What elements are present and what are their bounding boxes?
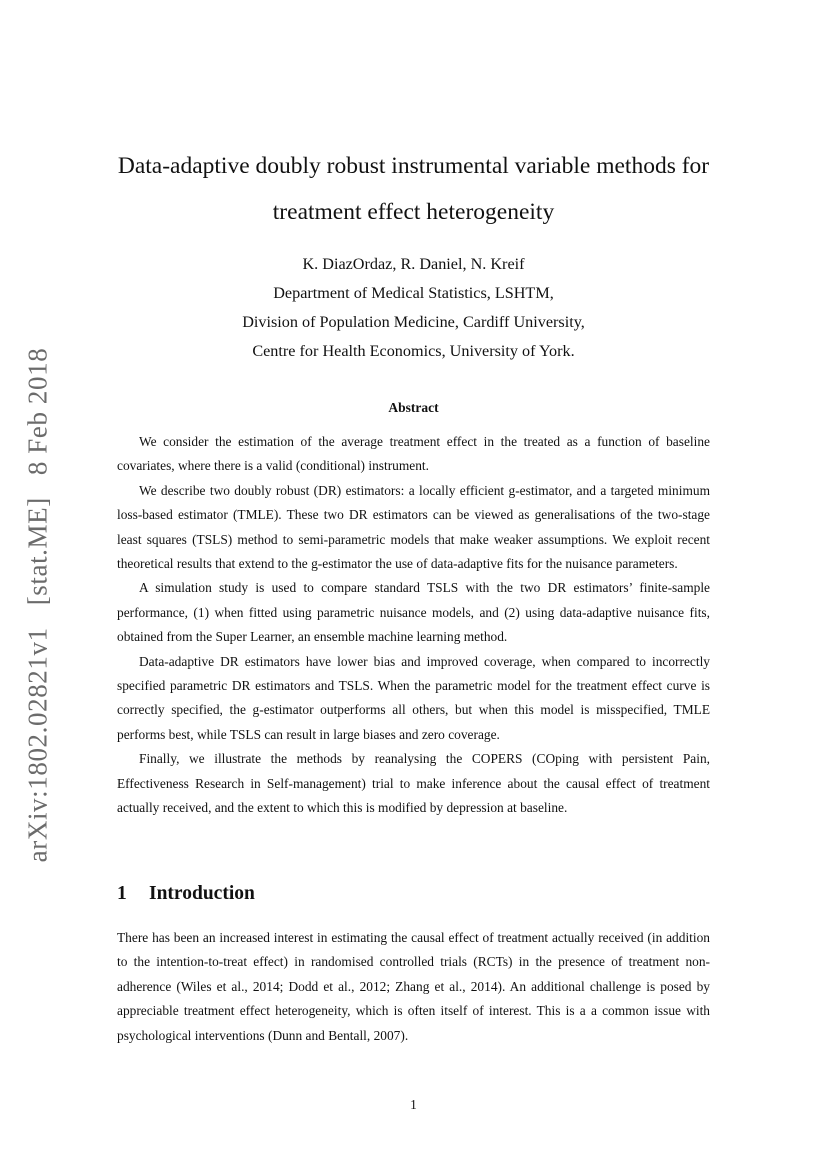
author-block (120, 250, 707, 366)
page-number: 1 (410, 1097, 417, 1112)
abstract-paragraph: We describe two doubly robust (DR) estimators: a locally efficient g-estimator, and a targeted minimum loss-based estimator (TMLE). These two DR estimators can be viewed as generalisations of the two-stage least squares (TSLS) method to semi-parametric models that make weaker assumptions. We exploit recent theoretical results that extend to the g-estimator the use of data-adaptive fits for the nuisance parameters. (117, 482, 710, 572)
section-number: 1 (117, 883, 127, 904)
title-line-2: treatment effect heterogeneity (272, 199, 555, 225)
abstract-heading: Abstract (388, 400, 439, 415)
arxiv-identifier-stamp (23, 348, 54, 863)
abstract-paragraph: Finally, we illustrate the methods by reanalysing the COPERS (COping with persistent Pain, Effectiveness Research in Self-management) trial to make inference about the causal effect of treatment actually received, and the extent to which this is modified by depression at baseline. (117, 751, 710, 816)
affiliation-2: Division of Population Medicine, Cardiff University, (242, 313, 585, 331)
affiliation-1: Department of Medical Statistics, LSHTM, (273, 284, 554, 302)
arxiv-id: arXiv:1802.02821v1 (22, 627, 53, 863)
title-line-1: Data-adaptive doubly robust instrumental variable methods for (117, 153, 710, 179)
abstract-paragraph: We consider the estimation of the average treatment effect in the treated as a function of baseline covariates, where there is a valid (conditional) instrument. (117, 434, 710, 474)
abstract-paragraph: Data-adaptive DR estimators have lower bias and improved coverage, when compared to incorrectly specified parametric DR estimators and TSLS. When the parametric model for the treatment effect curve is correctly specified, the g-estimator outperforms all others, but when this model is misspecified, TMLE performs best, while TSLS can result in large biases and zero coverage. (117, 653, 710, 742)
affiliation-3: Centre for Health Economics, University of York. (252, 342, 575, 360)
introduction-paragraph: There has been an increased interest in estimating the causal effect of treatment actually received (in addition to the intention-to-treat effect) in randomised controlled trials (RCTs) in the presence of treatment non-adherence (Wiles et al., 2014; Dodd et al., 2012; Zhang et al., 2014). An additional challenge is posed by appreciable treatment effect heterogeneity, which is often itself of interest. This is a a common issue with psychological interventions (Dunn and Bentall, 2007). (117, 930, 710, 1043)
section-heading-introduction (117, 883, 255, 905)
abstract-paragraph: A simulation study is used to compare standard TSLS with the two DR estimators’ finite-sample performance, (1) when fitted using parametric nuisance models, and (2) using data-adaptive nuisance fits, obtained from the Super Learner, an ensemble machine learning method. (117, 580, 710, 645)
arxiv-date: 8 Feb 2018 (22, 347, 53, 476)
author-names: K. DiazOrdaz, R. Daniel, N. Kreif (302, 255, 525, 273)
paper-title (80, 143, 747, 235)
section-title: Introduction (149, 883, 255, 904)
abstract-body (117, 430, 710, 821)
arxiv-category: [stat.ME] (22, 497, 53, 606)
